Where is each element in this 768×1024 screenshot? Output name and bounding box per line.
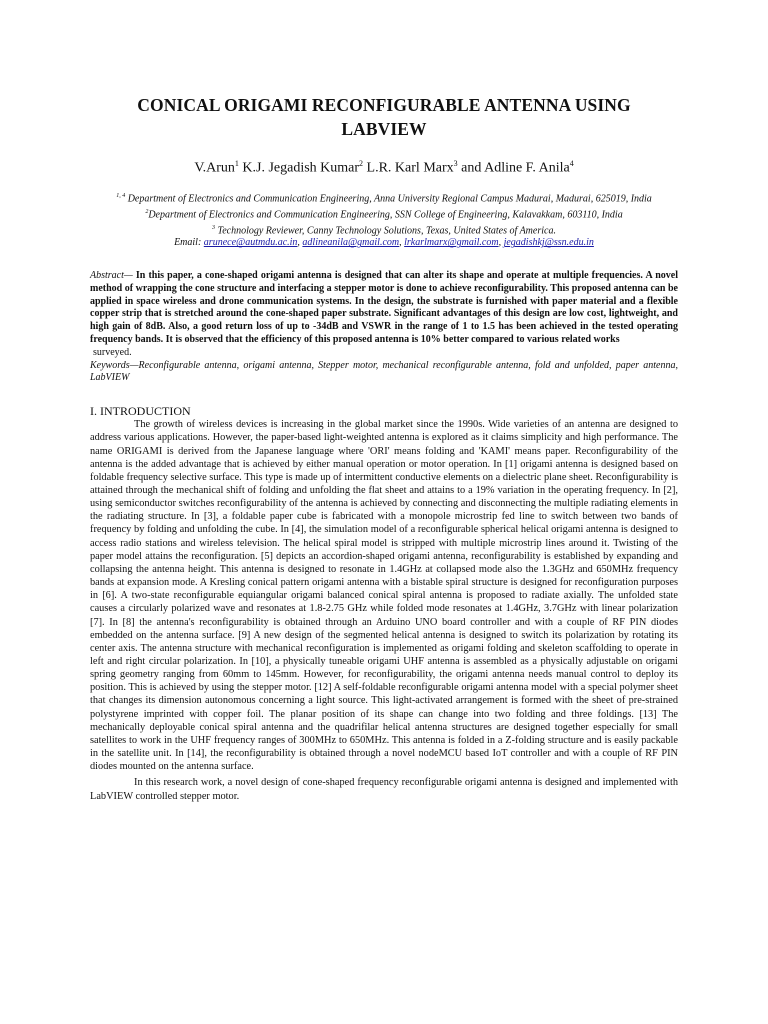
surveyed-text: surveyed. bbox=[93, 346, 132, 358]
title-line-1: CONICAL ORIGAMI RECONFIGURABLE ANTENNA USING bbox=[137, 95, 631, 115]
author-name: and Adline F. Anila bbox=[461, 160, 570, 176]
author-name: K.J. Jegadish Kumar bbox=[242, 160, 360, 176]
affiliations bbox=[90, 190, 678, 250]
abstract-text: In this paper, a cone-shaped origami antenna is designed that can alter its shape and operate at multiple frequencies. A novel method of wrapping the cone structure and interfacing a stepper motor is done to achieve reconfigurability. This proposed antenna can be applied in space wireless and drone communication systems. In the design, the substrate is furnished with paper material and a flexible copper strip that is stretched around the cone-shaped paper substrate. Significant advantages of this design are low cost, lightweight, and high gain of 8dB. Also, a good return loss of up to -34dB and VSWR in the range of 1 to 1.5 has been achieved in the tested operating frequency bands. It is observed that the efficiency of this proposed antenna is 10% better compared to various related works bbox=[90, 270, 679, 345]
affiliation-text: Technology Reviewer, Canny Technology Solutions, Texas, United States of America. bbox=[217, 224, 556, 236]
author-sup: 4 bbox=[569, 159, 574, 168]
paper-title bbox=[90, 93, 678, 141]
author-sup: 3 bbox=[453, 159, 458, 168]
affiliation-sup: 1, 4 bbox=[116, 192, 126, 199]
abstract-label: Abstract— bbox=[90, 270, 133, 282]
email-line: Email: arunece@autmdu.ac.in, adlineanila@gmail.com, lrkarlmarx@gmail.com, jegadishkj@ssn.edu.in bbox=[174, 237, 594, 249]
paper-content bbox=[90, 93, 678, 803]
email-link[interactable]: arunece@autmdu.ac.in bbox=[203, 237, 298, 249]
author-sup: 1 bbox=[234, 159, 239, 168]
affiliation-sup: 2 bbox=[145, 208, 149, 215]
email-label: Email: bbox=[174, 237, 202, 249]
keywords: Keywords—Reconfigurable antenna, origami antenna, Stepper motor, mechanical reconfigurable antenna, fold and unfolded, paper antenna, LabVIEW bbox=[90, 359, 678, 384]
email-link[interactable]: lrkarlmarx@gmail.com bbox=[404, 237, 499, 249]
affiliation-sup: 3 bbox=[212, 224, 216, 231]
affiliation-line bbox=[90, 190, 678, 206]
intro-paragraph-2: In this research work, a novel design of cone-shaped frequency reconfigurable origami antenna is designed and implemented with LabVIEW controlled stepper motor. bbox=[90, 777, 678, 802]
abstract bbox=[90, 270, 678, 347]
author-name: V.Arun bbox=[194, 160, 235, 176]
affiliation-text: Department of Electronics and Communication Engineering, SSN College of Engineering, Kalavakkam, 603110, India bbox=[148, 208, 623, 220]
intro-paragraph-1: The growth of wireless devices is increasing in the global market since the 1990s. Wide varieties of an antenna are designed to address various applications. However, the paper-based light-weighted antenna is explored as it claims simplicity and high performance. The name ORIGAMI is derived from the Japanese language where 'ORI' means folding and 'KAMI' means paper. Reconfigurability of the antenna is the added advantage that is achieved by either manual operation or motor operation. In [1] origami antenna is designed based on foldable frequency selective surface. This type is made up of intermittent conductive elements on a dielectric plane sheet. Reconfigurability is attained through the mechanical shift of folding and unfolding the flat sheet and attains to a 19% variation in the operating frequency. In [2], using semiconductor switches reconfigurability of the antenna is achieved by connecting and disconnecting the multiple radiating elements in the radiating structure. In [3], a foldable paper cube is fabricated with a monopole microstrip fed line to switch between two bands of frequency by folding and unfolding the cube. In [4], the simulation model of a reconfigurable spherical helical origami antenna is designed to access radio stations and wireless television. The helical spiral model is stripped with multiple microstrip lines around it. Twisting of the paper model attains the reconfiguration. [5] depicts an accordion-shaped origami antenna, reconfigurability is established by expanding and collapsing the antenna height. This antenna is designed to resonate in 1.4GHz at collapsed mode also the 1.3GHz and 650MHz frequency bands at expansion mode. A Kresling conical pattern origami antenna with a bistable spiral structure is designed for reconfiguration purposes in [6]. A two-state reconfigurable equiangular origami balanced conical spiral antenna is proposed to radiate axially. The unfolded state causes a circularly polarized wave and resonates at 1.8-2.75 GHz while folded mode resonates at 1.4GHz, 3.7GHz with linear polarization [7]. In [8] the antenna's reconfigurability is obtained through an Arduino UNO board controller and with a couple of RF PIN diodes embedded on the antenna surface. [9] A new design of the segmented helical antenna is designed to switch its polarization by rotating its center axis. The antenna structure with mechanical reconfiguration is implemented as origami folding and skeleton scaffolding to operate in left and right circular polarization. In [10], a physically tuneable origami UHF antenna is assembled as a physically adjustable on origami spring geometry ranging from 60mm to 145mm. However, for reconfigurability, the origami antenna needs manual control to deploy its position. This is achieved by using the stepper motor. [12] A self-foldable reconfigurable origami antenna model with a special polymer sheet that changes its dimension autonomous concerning a light source. This light-activated arrangement is formed with the sheet of pre-strained polystyrene imprinted with copper foil. The planar position of its shape can change into two folding and three foldings. [13] The mechanically deployable conical spiral antenna and the quadrifilar helical antenna structures are designed together especially for small satellites to work in the UHF frequency ranges of 300MHz to 650MHz. This antenna is folded in a Z-folding structure and is easily packable in the satellite unit. In [14], the reconfigurability is obtained through a novel nodeMCU based IoT controller and with a couple of RF PIN diodes mounted on the antenna surface. bbox=[90, 419, 678, 773]
section-heading: I. INTRODUCTION bbox=[90, 404, 191, 419]
affiliation-text: Department of Electronics and Communication Engineering, Anna University Regional Campus Madurai, Madurai, 625019, India bbox=[127, 192, 652, 204]
affiliation-line bbox=[90, 222, 678, 238]
affiliation-line bbox=[90, 206, 678, 222]
title-line-2: LABVIEW bbox=[341, 119, 427, 139]
author-list bbox=[90, 155, 678, 178]
email-link[interactable]: adlineanila@gmail.com bbox=[302, 237, 400, 249]
author-name: L.R. Karl Marx bbox=[366, 160, 454, 176]
email-link[interactable]: jegadishkj@ssn.edu.in bbox=[503, 237, 594, 249]
author-sup: 2 bbox=[359, 159, 364, 168]
